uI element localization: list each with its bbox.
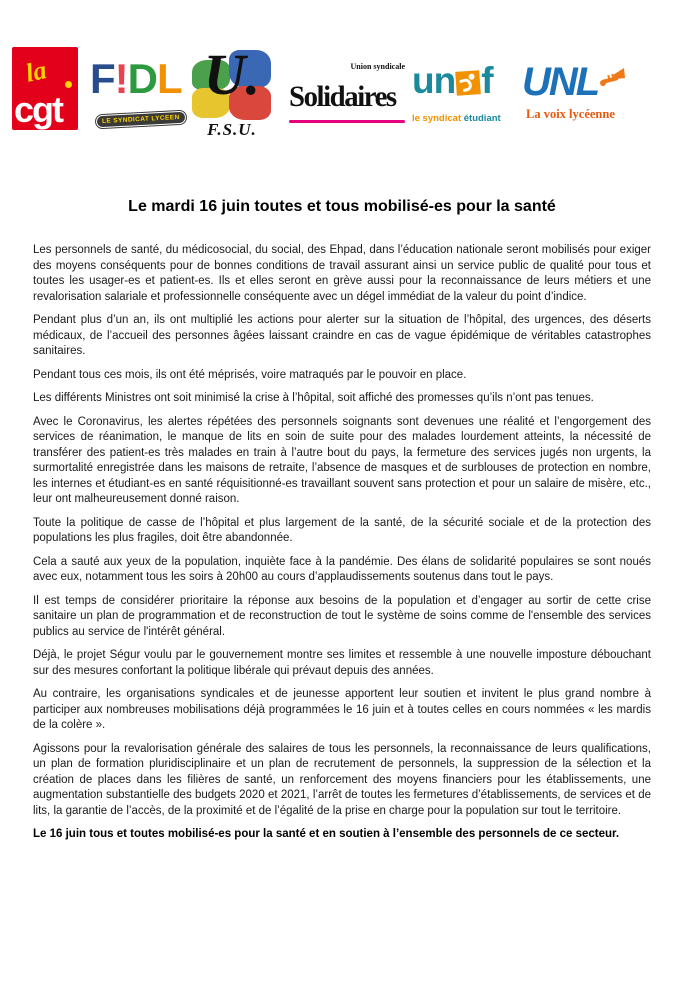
solidaires-logo-text: Solidaires: [289, 80, 396, 113]
paragraph: Les différents Ministres ont soit minimisé la crise à l’hôpital, soit affiché des promesses qu’ils n’ont pas tenues.: [33, 392, 594, 404]
paragraph: Il est temps de considérer prioritaire la réponse aux besoins de la population et d’engager au sortir de cette crise sanitaire un plan de programmation et de reconstruction de tout le système de soins comme de l'ensemble des services publics au service de l'intérêt général.: [33, 594, 651, 638]
unef-tagline-orange: le syndicat: [412, 113, 464, 124]
unl-logo: [522, 60, 626, 124]
paragraph: Pendant plus d’un an, ils ont multiplié les actions pour alerter sur la situation de l’hôpital, des urgences, des déserts médicaux, de l’accueil des personnes âgées laissant craindre en cas de vague épidémique de véritables catastrophes sanitaires.: [33, 314, 651, 357]
unl-trumpet-icon: [596, 66, 626, 101]
solidaires-pink-underline: [289, 120, 405, 123]
fsu-logo-text: F.S.U.: [207, 120, 257, 139]
paragraph: Toute la politique de casse de l’hôpital et plus largement de la santé, de la sécurité sociale et de la protection des populations les plus fragiles, doit être abandonnée.: [33, 516, 651, 544]
cgt-logo-text: cgt: [14, 89, 62, 130]
unef-tagline: [412, 113, 501, 124]
cgt-logo: [12, 47, 78, 130]
fidl-logo: [90, 55, 184, 126]
paragraph: Avec le Coronavirus, les alertes répétées des personnels soignants sont devenues une réalité et l’engorgement des services de réanimation, le manque de lits en soin de suite pour des malades lourdement atteints, la nécessité de transférer des patient-es très malades en train à l’autre bout du pays, la fermeture des services jugés non urgents, la surmortalité enregistrée dans les maisons de retraite, l’absence de masques et de surblouses de protection en nombre, les internes et étudiant-es en santé réquisitionné-es travaillant souvent sans protection et pour un salaire de misère, etc., leur ont malheureusement donné raison.: [33, 415, 651, 505]
union-logos-header: [0, 0, 684, 160]
fsu-logo: [190, 42, 274, 140]
fsu-monogram: U.: [203, 42, 261, 107]
fidl-tagline-badge: LE SYNDICAT LYCEEN: [96, 111, 186, 129]
paragraph: Au contraire, les organisations syndicales et de jeunesse apportent leur soutien et invitent le plus grand nombre à participer aux nombreuses mobilisations déjà programmées le 16 juin et à toutes celles en cours nommées « les mardis de la colère ».: [33, 688, 651, 731]
unef-logo: [412, 60, 508, 124]
closing-statement: Le 16 juin tous et toutes mobilisé-es pour la santé et en soutien à l’ensemble des personnels de ce secteur.: [33, 828, 620, 840]
fidl-letter-excl: !: [114, 55, 128, 102]
unl-tagline: La voix lycéenne: [526, 107, 615, 121]
paragraph: Agissons pour la revalorisation générale des salaires de tous les personnels, la reconnaissance de leurs qualifications, un plan de formation pluridisciplinaire et un plan de recrutement de personnels, la suppression de la sélection et la création de places dans les filières de santé, un renforcement des moyens financiers pour les établissements, une augmentation substantielle des budgets 2020 et 2021, l’arrêt de toutes les fermetures d’établissements, de services et de lits, la garantie de l’accès, de la proximité et de l’égalité de la prise en charge pour la population sur tout le territoire.: [33, 742, 651, 817]
fidl-letter-f: F: [90, 55, 115, 102]
unef-orange-square-icon: [455, 70, 481, 96]
paragraph: Déjà, le projet Ségur voulu par le gouvernement montre ses limites et ressemble à une nouvelle imposture débouchant sur des mesures confortant la politique libérale qui prévaut depuis des années.: [33, 649, 651, 677]
paragraph: Cela a sauté aux yeux de la population, inquiète face à la pandémie. Des élans de solidarité populaires se sont noués avec eux, notamment tous les soirs à 20h00 au cours d’applaudissements soutenus dans tout le pays.: [33, 555, 651, 583]
unl-logo-text: UNL: [522, 60, 599, 104]
unef-figure-icon: [456, 71, 479, 94]
unef-wordmark: [412, 60, 493, 101]
unef-text-un: un: [412, 60, 456, 101]
unef-tagline-teal: étudiant: [463, 113, 501, 124]
fidl-logo-letters: [90, 55, 182, 102]
cgt-logo-dot: [65, 81, 72, 88]
fidl-letter-l: L: [157, 55, 182, 102]
fidl-letter-d: D: [127, 55, 157, 102]
unef-text-f: f: [481, 60, 493, 101]
paragraph: Les personnels de santé, du médicosocial, du social, des Ehpad, dans l’éducation nationale seront mobilisés pour exiger des moyens conséquents pour de bonnes conditions de travail assurant ainsi un service public de qualité pour tous et toutes les usager-es et patient-es. Ils et elles seront en grève aussi pour la reconnaissance de leurs métiers et une revalorisation salariale et professionnelle conséquente avec un dégel immédiat de la valeur du point d’indice.: [33, 244, 651, 303]
cgt-logo-script: la: [23, 55, 49, 88]
paragraph: Pendant tous ces mois, ils ont été méprisés, voire matraqués par le pouvoir en place.: [33, 368, 467, 381]
page-title: Le mardi 16 juin toutes et tous mobilisé-es pour la santé: [128, 198, 556, 215]
solidaires-suptext: Union syndicale: [350, 62, 405, 71]
document-body: [33, 243, 651, 851]
solidaires-logo: [289, 62, 407, 126]
